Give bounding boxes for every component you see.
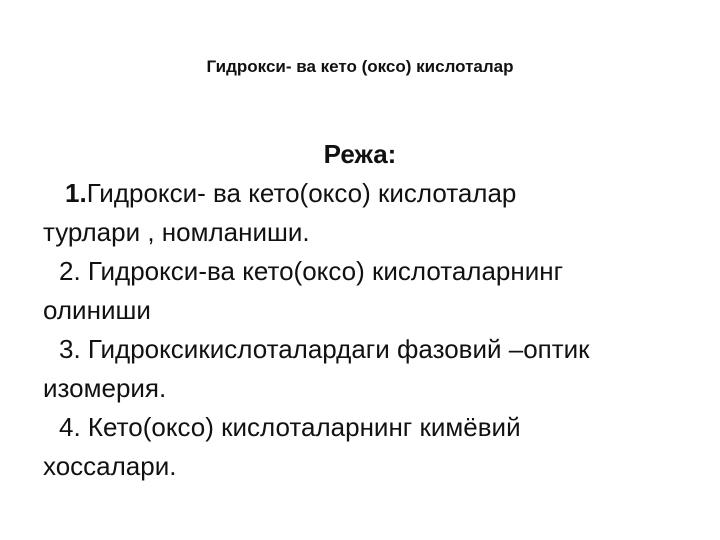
plan-item-text: Гидроксикислоталардаги фазовий –оптик (80, 334, 590, 364)
plan-item-continuation: турлари , номланиши. (43, 217, 310, 247)
plan-item-line (43, 174, 683, 213)
plan-list (43, 174, 683, 486)
plan-item-line (43, 252, 683, 291)
plan-item-line (43, 330, 683, 369)
plan-item-line (43, 408, 683, 447)
plan-item-text: Гидрокси-ва кето(оксо) кислоталарнинг (80, 256, 564, 286)
plan-item-number: 1. (65, 178, 87, 208)
plan-item-continuation: олиниши (43, 295, 151, 325)
plan-item-continuation: изомерия. (43, 373, 167, 403)
plan-item-number: 4. (59, 412, 81, 442)
plan-item-number: 3. (59, 334, 81, 364)
plan-item-4 (43, 408, 683, 486)
plan-item-text: Гидрокси- ва кето(оксо) кислоталар (86, 178, 517, 208)
plan-item-3 (43, 330, 683, 408)
slide-title: Гидрокси- ва кето (оксо) кислоталар (206, 57, 514, 76)
plan-item-2 (43, 252, 683, 330)
plan-item-1 (43, 174, 683, 252)
plan-item-continuation: хоссалари. (43, 451, 177, 481)
plan-item-text: Кето(оксо) кислоталарнинг кимёвий (80, 412, 521, 442)
plan-heading: Режа: (323, 139, 397, 169)
plan-item-number: 2. (59, 256, 81, 286)
